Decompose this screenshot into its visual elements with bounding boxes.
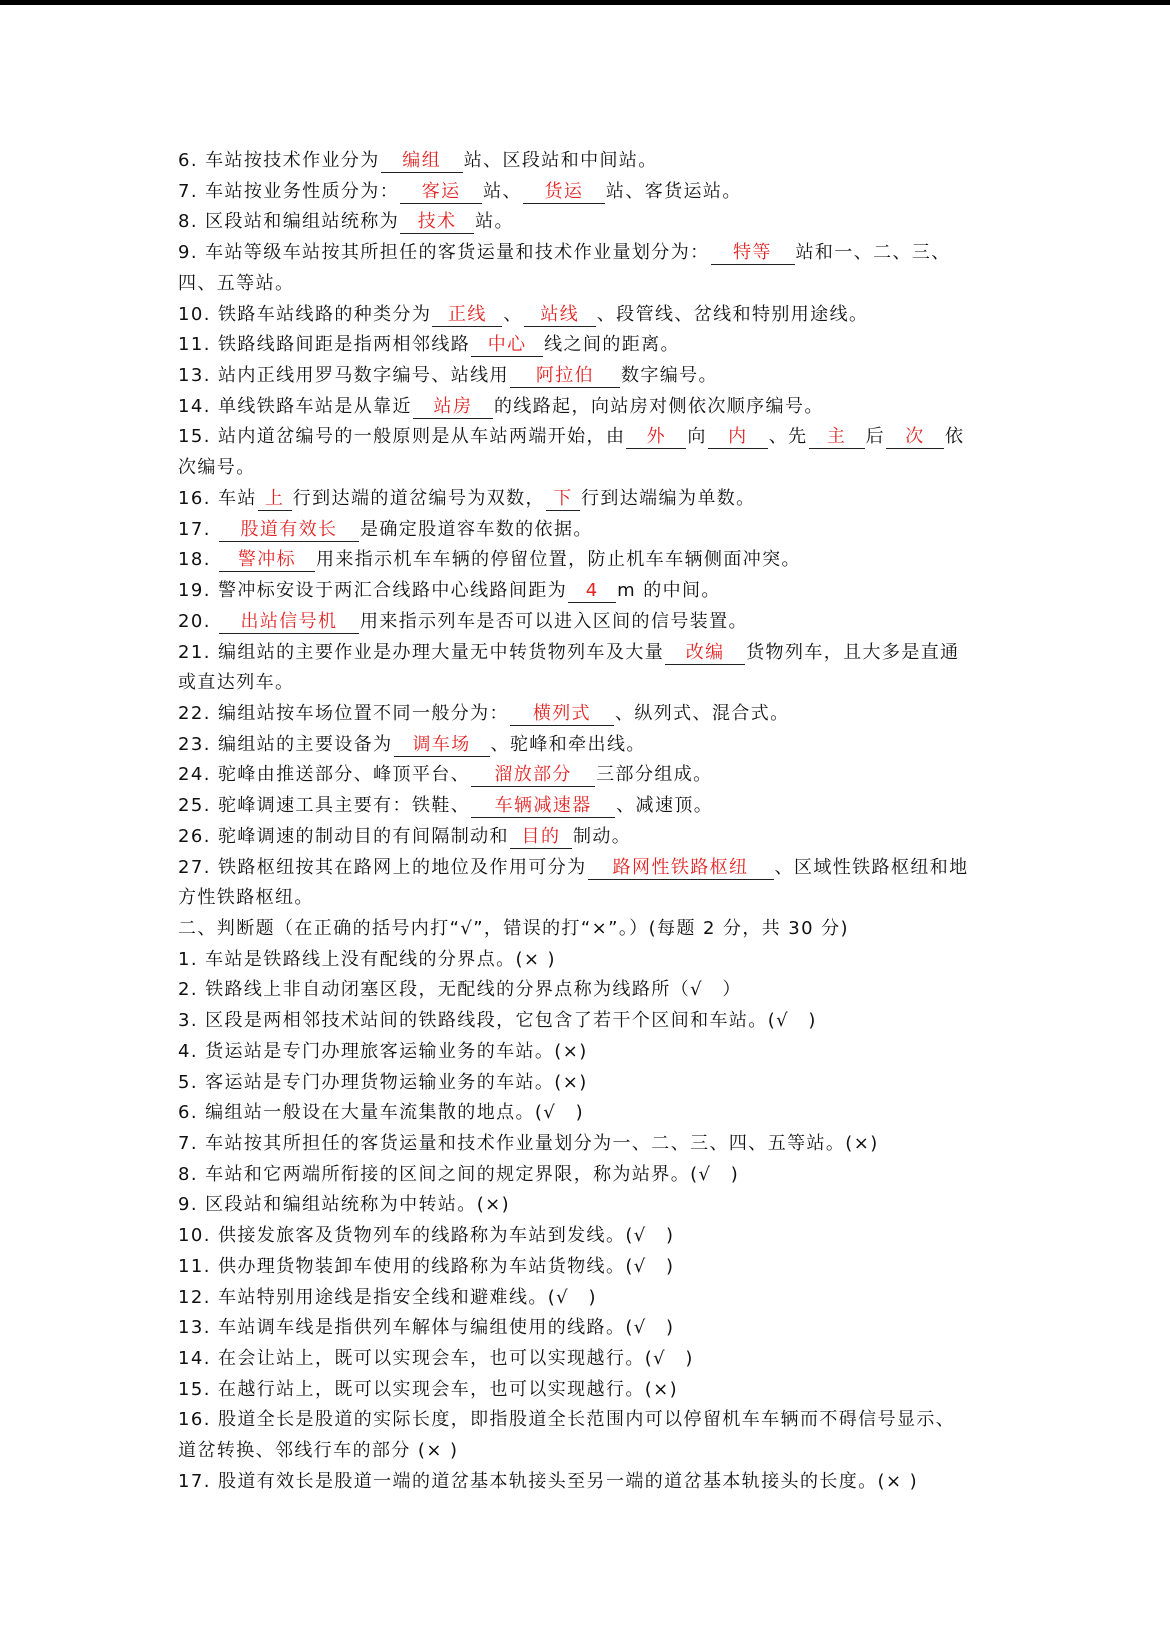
answer-blank	[471, 764, 595, 787]
text-line	[178, 975, 1008, 1006]
line-text: 11. 供办理货物装卸车使用的线路称为车站货物线。(√ )	[178, 1255, 675, 1277]
fill-in-question-line	[178, 699, 1008, 730]
answer-blank	[510, 365, 620, 388]
answer-blank	[568, 580, 616, 603]
answer-blank	[471, 334, 543, 357]
answer-text: 主	[826, 426, 847, 448]
answer-blank	[546, 488, 580, 511]
question-text: 站、	[483, 180, 522, 202]
text-line	[178, 1037, 1008, 1068]
answer-text: 下	[553, 487, 573, 509]
text-line	[178, 453, 1008, 484]
question-text: 的线路起，向站房对侧依次顺序编号。	[493, 395, 824, 417]
fill-in-question-line	[178, 822, 1008, 853]
text-line	[178, 1375, 1008, 1406]
text-line	[178, 1313, 1008, 1344]
answer-text: 站线	[540, 303, 580, 325]
line-text: 15. 在越行站上，既可以实现会车，也可以实现越行。(×)	[178, 1378, 679, 1400]
answer-blank	[510, 703, 614, 726]
question-text: 14. 单线铁路车站是从靠近	[178, 395, 412, 417]
answer-text: 外	[646, 426, 667, 448]
fill-in-question-line	[178, 853, 1008, 884]
answer-blank	[432, 304, 502, 327]
fill-in-question-line	[178, 484, 1008, 515]
line-text: 3. 区段是两相邻技术站间的铁路线段，它包含了若干个区间和车站。(√ )	[178, 1010, 817, 1032]
question-text: 制动。	[572, 825, 632, 847]
question-text: 、	[503, 303, 523, 325]
answer-text: 警冲标	[237, 549, 297, 571]
question-text: 15. 站内道岔编号的一般原则是从车站两端开始，由	[178, 426, 626, 448]
answer-blank	[413, 396, 493, 419]
text-line	[178, 1160, 1008, 1191]
answer-text: 4	[585, 580, 599, 602]
answer-blank	[219, 611, 359, 634]
text-line	[178, 1006, 1008, 1037]
fill-in-question-line	[178, 177, 1008, 208]
answer-blank	[510, 826, 572, 849]
answer-text: 内	[728, 426, 748, 448]
answer-blank	[471, 795, 615, 818]
line-text: 6. 编组站一般设在大量车流集散的地点。(√ )	[178, 1102, 585, 1124]
question-text: 23. 编组站的主要设备为	[178, 733, 393, 755]
answer-blank	[258, 488, 292, 511]
answer-text: 调车场	[412, 733, 471, 755]
answer-text: 改编	[685, 641, 725, 663]
question-text: 依	[944, 426, 965, 448]
question-text: 用来指示列车是否可以进入区间的信号装置。	[359, 610, 748, 632]
question-text: 18.	[178, 549, 218, 571]
answer-blank	[626, 426, 686, 449]
question-text: 、减速顶。	[616, 795, 714, 817]
text-line	[178, 883, 1008, 914]
answer-text: 客运	[421, 180, 461, 202]
text-line	[178, 1283, 1008, 1314]
line-text: 次编号。	[178, 457, 256, 479]
answer-blank	[886, 426, 944, 449]
question-text: 、区域性铁路枢纽和地	[774, 856, 969, 878]
question-text: 17.	[178, 518, 218, 540]
question-text: 、先	[768, 426, 808, 448]
question-text: 站、客货运站。	[605, 180, 742, 202]
answer-text: 上	[265, 487, 285, 509]
question-text: 22. 编组站按车场位置不同一般分为：	[178, 702, 509, 724]
question-text: 7. 车站按业务性质分为：	[178, 180, 400, 202]
answer-text: 次	[905, 426, 925, 448]
question-text: 向	[687, 426, 707, 448]
fill-in-question-line	[178, 146, 1008, 177]
question-text: m 的中间。	[617, 580, 721, 602]
question-text: 20.	[178, 610, 218, 632]
question-text: 8. 区段站和编组站统称为	[178, 211, 400, 233]
answer-blank	[524, 304, 596, 327]
question-text: 、驼峰和牵出线。	[490, 733, 646, 755]
answer-text: 特等	[733, 242, 772, 264]
question-text: 、段管线、岔线和特别用途线。	[596, 303, 869, 325]
text-line	[178, 1467, 1008, 1498]
answer-blank	[809, 426, 865, 449]
question-text: 16. 车站	[178, 487, 257, 509]
line-text: 17. 股道有效长是股道一端的道岔基本轨接头至另一端的道岔基本轨接头的长度。(× )	[178, 1470, 918, 1492]
line-text: 5. 客运站是专门办理货物运输业务的车站。(×)	[178, 1071, 588, 1093]
text-line	[178, 1068, 1008, 1099]
document-body	[178, 146, 1008, 1498]
line-text: 二、判断题（在正确的括号内打“√”，错误的打“×”。）(每题 2 分，共 30 分)	[178, 917, 849, 939]
question-text: 站。	[475, 211, 514, 233]
fill-in-question-line	[178, 515, 1008, 546]
question-text: 10. 铁路车站线路的种类分为	[178, 303, 432, 325]
line-text: 12. 车站特别用途线是指安全线和避难线。(√ )	[178, 1286, 597, 1308]
answer-blank	[219, 549, 315, 572]
question-text: 站、区段站和中间站。	[463, 150, 658, 171]
question-text: 用来指示机车车辆的停留位置，防止机车车辆侧面冲突。	[315, 549, 801, 571]
line-text: 8. 车站和它两端所衔接的区间之间的规定界限，称为站界。(√ )	[178, 1163, 740, 1185]
fill-in-question-line	[178, 422, 1008, 453]
answer-text: 技术	[417, 211, 457, 233]
answer-text: 站房	[433, 395, 473, 417]
question-text: 6. 车站按技术作业分为	[178, 150, 380, 171]
question-text: 行到达端的道岔编号为双数，	[292, 487, 545, 509]
question-text: 21. 编组站的主要作业是办理大量无中转货物列车及大量	[178, 641, 665, 663]
question-text: 9. 车站等级车站按其所担任的客货运量和技术作业量划分为：	[178, 242, 710, 264]
text-line	[178, 1405, 1008, 1436]
line-text: 或直达列车。	[178, 672, 295, 694]
answer-text: 横列式	[532, 702, 592, 724]
answer-text: 溜放部分	[494, 764, 572, 786]
question-text: 三部分组成。	[596, 764, 713, 786]
text-line	[178, 1221, 1008, 1252]
answer-blank	[711, 242, 795, 265]
question-text: 11. 铁路线路间距是指两相邻线路	[178, 334, 471, 356]
answer-text: 出站信号机	[240, 610, 338, 632]
answer-blank	[588, 857, 774, 880]
text-line	[178, 1436, 1008, 1467]
answer-text: 阿拉伯	[535, 365, 595, 387]
text-line	[178, 945, 1008, 976]
line-text: 道岔转换、邻线行车的部分 (× )	[178, 1440, 459, 1462]
answer-text: 车辆减速器	[494, 795, 592, 817]
line-text: 13. 车站调车线是指供列车解体与编组使用的线路。(√ )	[178, 1317, 675, 1339]
answer-text: 股道有效长	[240, 518, 338, 540]
fill-in-question-line	[178, 730, 1008, 761]
fill-in-question-line	[178, 760, 1008, 791]
question-text: 行到达端编为单数。	[580, 487, 756, 509]
question-text: 是确定股道容车数的依据。	[359, 518, 593, 540]
answer-blank	[219, 519, 359, 542]
fill-in-question-line	[178, 576, 1008, 607]
line-text: 4. 货运站是专门办理旅客运输业务的车站。(×)	[178, 1040, 588, 1062]
question-text: 货物列车，且大多是直通	[746, 641, 960, 663]
text-line	[178, 1129, 1008, 1160]
text-line	[178, 668, 1008, 699]
answer-text: 货运	[544, 180, 584, 202]
answer-text: 中心	[487, 334, 527, 356]
text-line	[178, 269, 1008, 300]
text-line	[178, 1344, 1008, 1375]
fill-in-question-line	[178, 638, 1008, 669]
line-text: 10. 供接发旅客及货物列车的线路称为车站到发线。(√ )	[178, 1225, 675, 1247]
line-text: 四、五等站。	[178, 272, 295, 294]
question-text: 27. 铁路枢纽按其在路网上的地位及作用可分为	[178, 856, 587, 878]
fill-in-question-line	[178, 607, 1008, 638]
question-text: 、纵列式、混合式。	[614, 702, 790, 724]
fill-in-question-line	[178, 361, 1008, 392]
fill-in-question-line	[178, 791, 1008, 822]
question-text: 24. 驼峰由推送部分、峰顶平台、	[178, 764, 471, 786]
text-line	[178, 1098, 1008, 1129]
answer-blank	[394, 734, 490, 757]
answer-text: 目的	[521, 825, 561, 847]
top-edge-bar	[0, 0, 1170, 5]
question-text: 19. 警冲标安设于两汇合线路中心线路间距为	[178, 580, 568, 602]
answer-text: 编组	[402, 150, 442, 171]
question-text: 线之间的距离。	[544, 334, 680, 356]
fill-in-question-line	[178, 330, 1008, 361]
question-text: 站和一、二、三、	[795, 242, 951, 264]
question-text: 26. 驼峰调速的制动目的有间隔制动和	[178, 825, 509, 847]
line-text: 16. 股道全长是股道的实际长度，即指股道全长范围内可以停留机车车辆而不碍信号显示、	[178, 1409, 956, 1431]
line-text: 1. 车站是铁路线上没有配线的分界点。(× )	[178, 948, 556, 970]
answer-blank	[400, 181, 482, 204]
text-line	[178, 1190, 1008, 1221]
question-text: 后	[865, 426, 885, 448]
answer-text: 路网性铁路枢纽	[612, 856, 749, 878]
text-line	[178, 914, 1008, 945]
answer-blank	[400, 211, 474, 234]
fill-in-question-line	[178, 300, 1008, 331]
answer-blank	[381, 150, 463, 173]
answer-blank	[665, 642, 745, 665]
text-line	[178, 1252, 1008, 1283]
fill-in-question-line	[178, 392, 1008, 423]
line-text: 14. 在会让站上，既可以实现会车，也可以实现越行。(√ )	[178, 1348, 694, 1370]
line-text: 方性铁路枢纽。	[178, 887, 314, 909]
fill-in-question-line	[178, 545, 1008, 576]
fill-in-question-line	[178, 207, 1008, 238]
answer-blank	[523, 181, 605, 204]
line-text: 9. 区段站和编组站统称为中转站。(×)	[178, 1194, 511, 1216]
line-text: 2. 铁路线上非自动闭塞区段，无配线的分界点称为线路所（√ ）	[178, 979, 742, 1001]
line-text: 7. 车站按其所担任的客货运量和技术作业量划分为一、二、三、四、五等站。(×)	[178, 1133, 879, 1154]
question-text: 25. 驼峰调速工具主要有：铁鞋、	[178, 795, 471, 817]
answer-blank	[708, 426, 768, 449]
question-text: 数字编号。	[620, 365, 718, 387]
fill-in-question-line	[178, 238, 1008, 269]
question-text: 13. 站内正线用罗马数字编号、站线用	[178, 365, 509, 387]
answer-text: 正线	[447, 303, 487, 325]
